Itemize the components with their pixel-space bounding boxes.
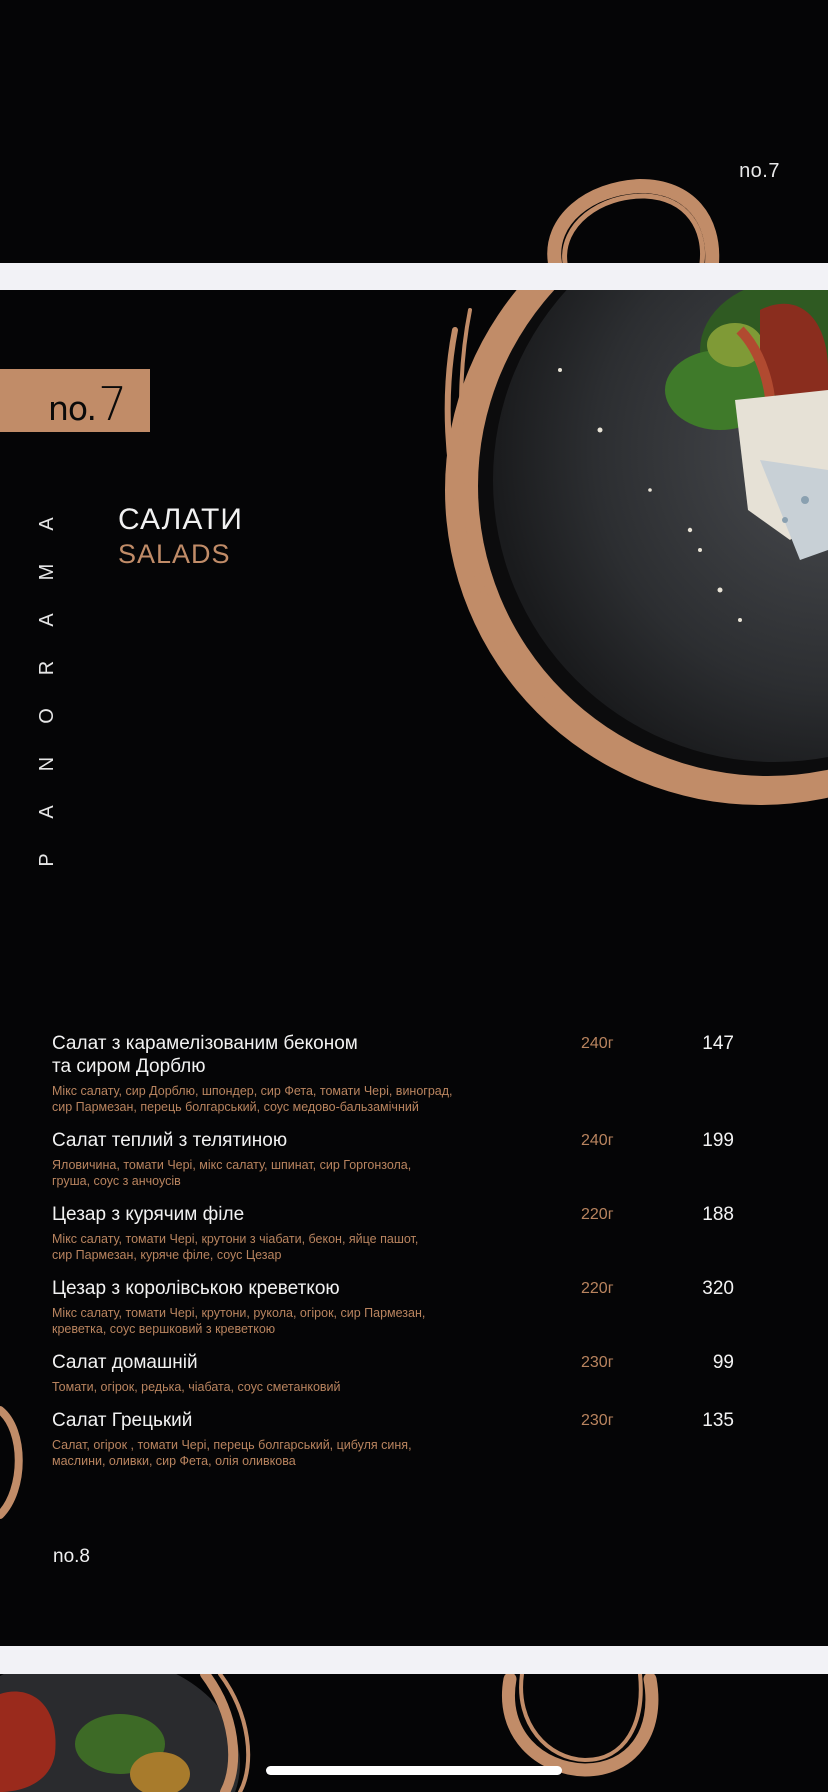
brand-letter: A	[36, 517, 58, 531]
page-number: no.8	[53, 1546, 90, 1567]
item-price: 188	[702, 1204, 734, 1225]
item-name: Цезар з королівською креветкою	[52, 1278, 340, 1299]
item-description: Томати, огірок, редька, чіабата, соус сметанковий	[52, 1380, 341, 1394]
item-description: Салат, огірок , томати Чері, перець болгарський, цибуля синя, маслини, оливки, сир Фета, олія оливкова	[52, 1438, 412, 1468]
item-description: Мікс салату, томати Чері, крутони, рукола, огірок, сир Пармезан, креветка, соус вершковий з креветкою	[52, 1306, 426, 1336]
brand-letter: R	[36, 660, 58, 676]
brand-letter: O	[36, 708, 58, 724]
item-description: Мікс салату, сир Дорблю, шпондер, сир Фета, томати Чері, виноград, сир Пармезан, перець болгарський, соус медово-бальзамічний	[52, 1084, 453, 1114]
brand-letter: M	[36, 563, 58, 581]
menu-page-salads	[0, 290, 828, 1646]
copper-ring-decoration	[0, 0, 828, 263]
item-name: Салат Грецький	[52, 1410, 193, 1431]
menu-item	[52, 1351, 752, 1395]
menu-item	[52, 1203, 752, 1263]
item-description: Яловичина, томати Чері, мікс салату, шпинат, сир Горгонзола, груша, соус з анчоусів	[52, 1158, 412, 1188]
menu-item	[52, 1032, 752, 1115]
item-name: Салат з карамелізованим беконом та сиром Дорблю	[52, 1033, 358, 1077]
home-indicator[interactable]	[266, 1766, 562, 1775]
section-title-ua: САЛАТИ	[118, 503, 243, 536]
section-title-en: SALADS	[118, 539, 231, 569]
item-price: 147	[702, 1033, 734, 1054]
brand-letter: A	[36, 613, 58, 627]
brand-letter: N	[36, 756, 58, 772]
menu-item	[52, 1129, 752, 1189]
item-price: 320	[702, 1278, 734, 1299]
item-name: Цезар з курячим філе	[52, 1204, 245, 1225]
item-weight: 220г	[581, 1206, 614, 1223]
item-price: 135	[702, 1410, 734, 1431]
item-price: 199	[702, 1130, 734, 1151]
section-number-badge	[0, 369, 150, 432]
menu-item	[52, 1277, 752, 1337]
item-name: Салат теплий з телятиною	[52, 1130, 288, 1151]
item-name: Салат домашній	[52, 1352, 198, 1373]
brand-letter: P	[36, 853, 58, 867]
badge-prefix: no.	[48, 389, 97, 428]
item-weight: 240г	[581, 1132, 614, 1149]
badge-number: 7	[98, 377, 128, 431]
item-description: Мікс салату, томати Чері, крутони з чіабати, бекон, яйце пашот, сир Пармезан, куряче філе, соус Цезар	[52, 1232, 419, 1262]
item-weight: 220г	[581, 1280, 614, 1297]
page-number: no.7	[739, 160, 780, 182]
item-weight: 230г	[581, 1412, 614, 1429]
brand-vertical-text	[36, 500, 75, 884]
menu-page-previous	[0, 0, 828, 263]
brand-letter: A	[36, 805, 58, 819]
item-price: 99	[712, 1352, 734, 1373]
item-weight: 230г	[581, 1354, 614, 1371]
item-weight: 240г	[581, 1035, 614, 1052]
menu-item	[52, 1409, 752, 1469]
menu-list	[52, 1032, 752, 1483]
